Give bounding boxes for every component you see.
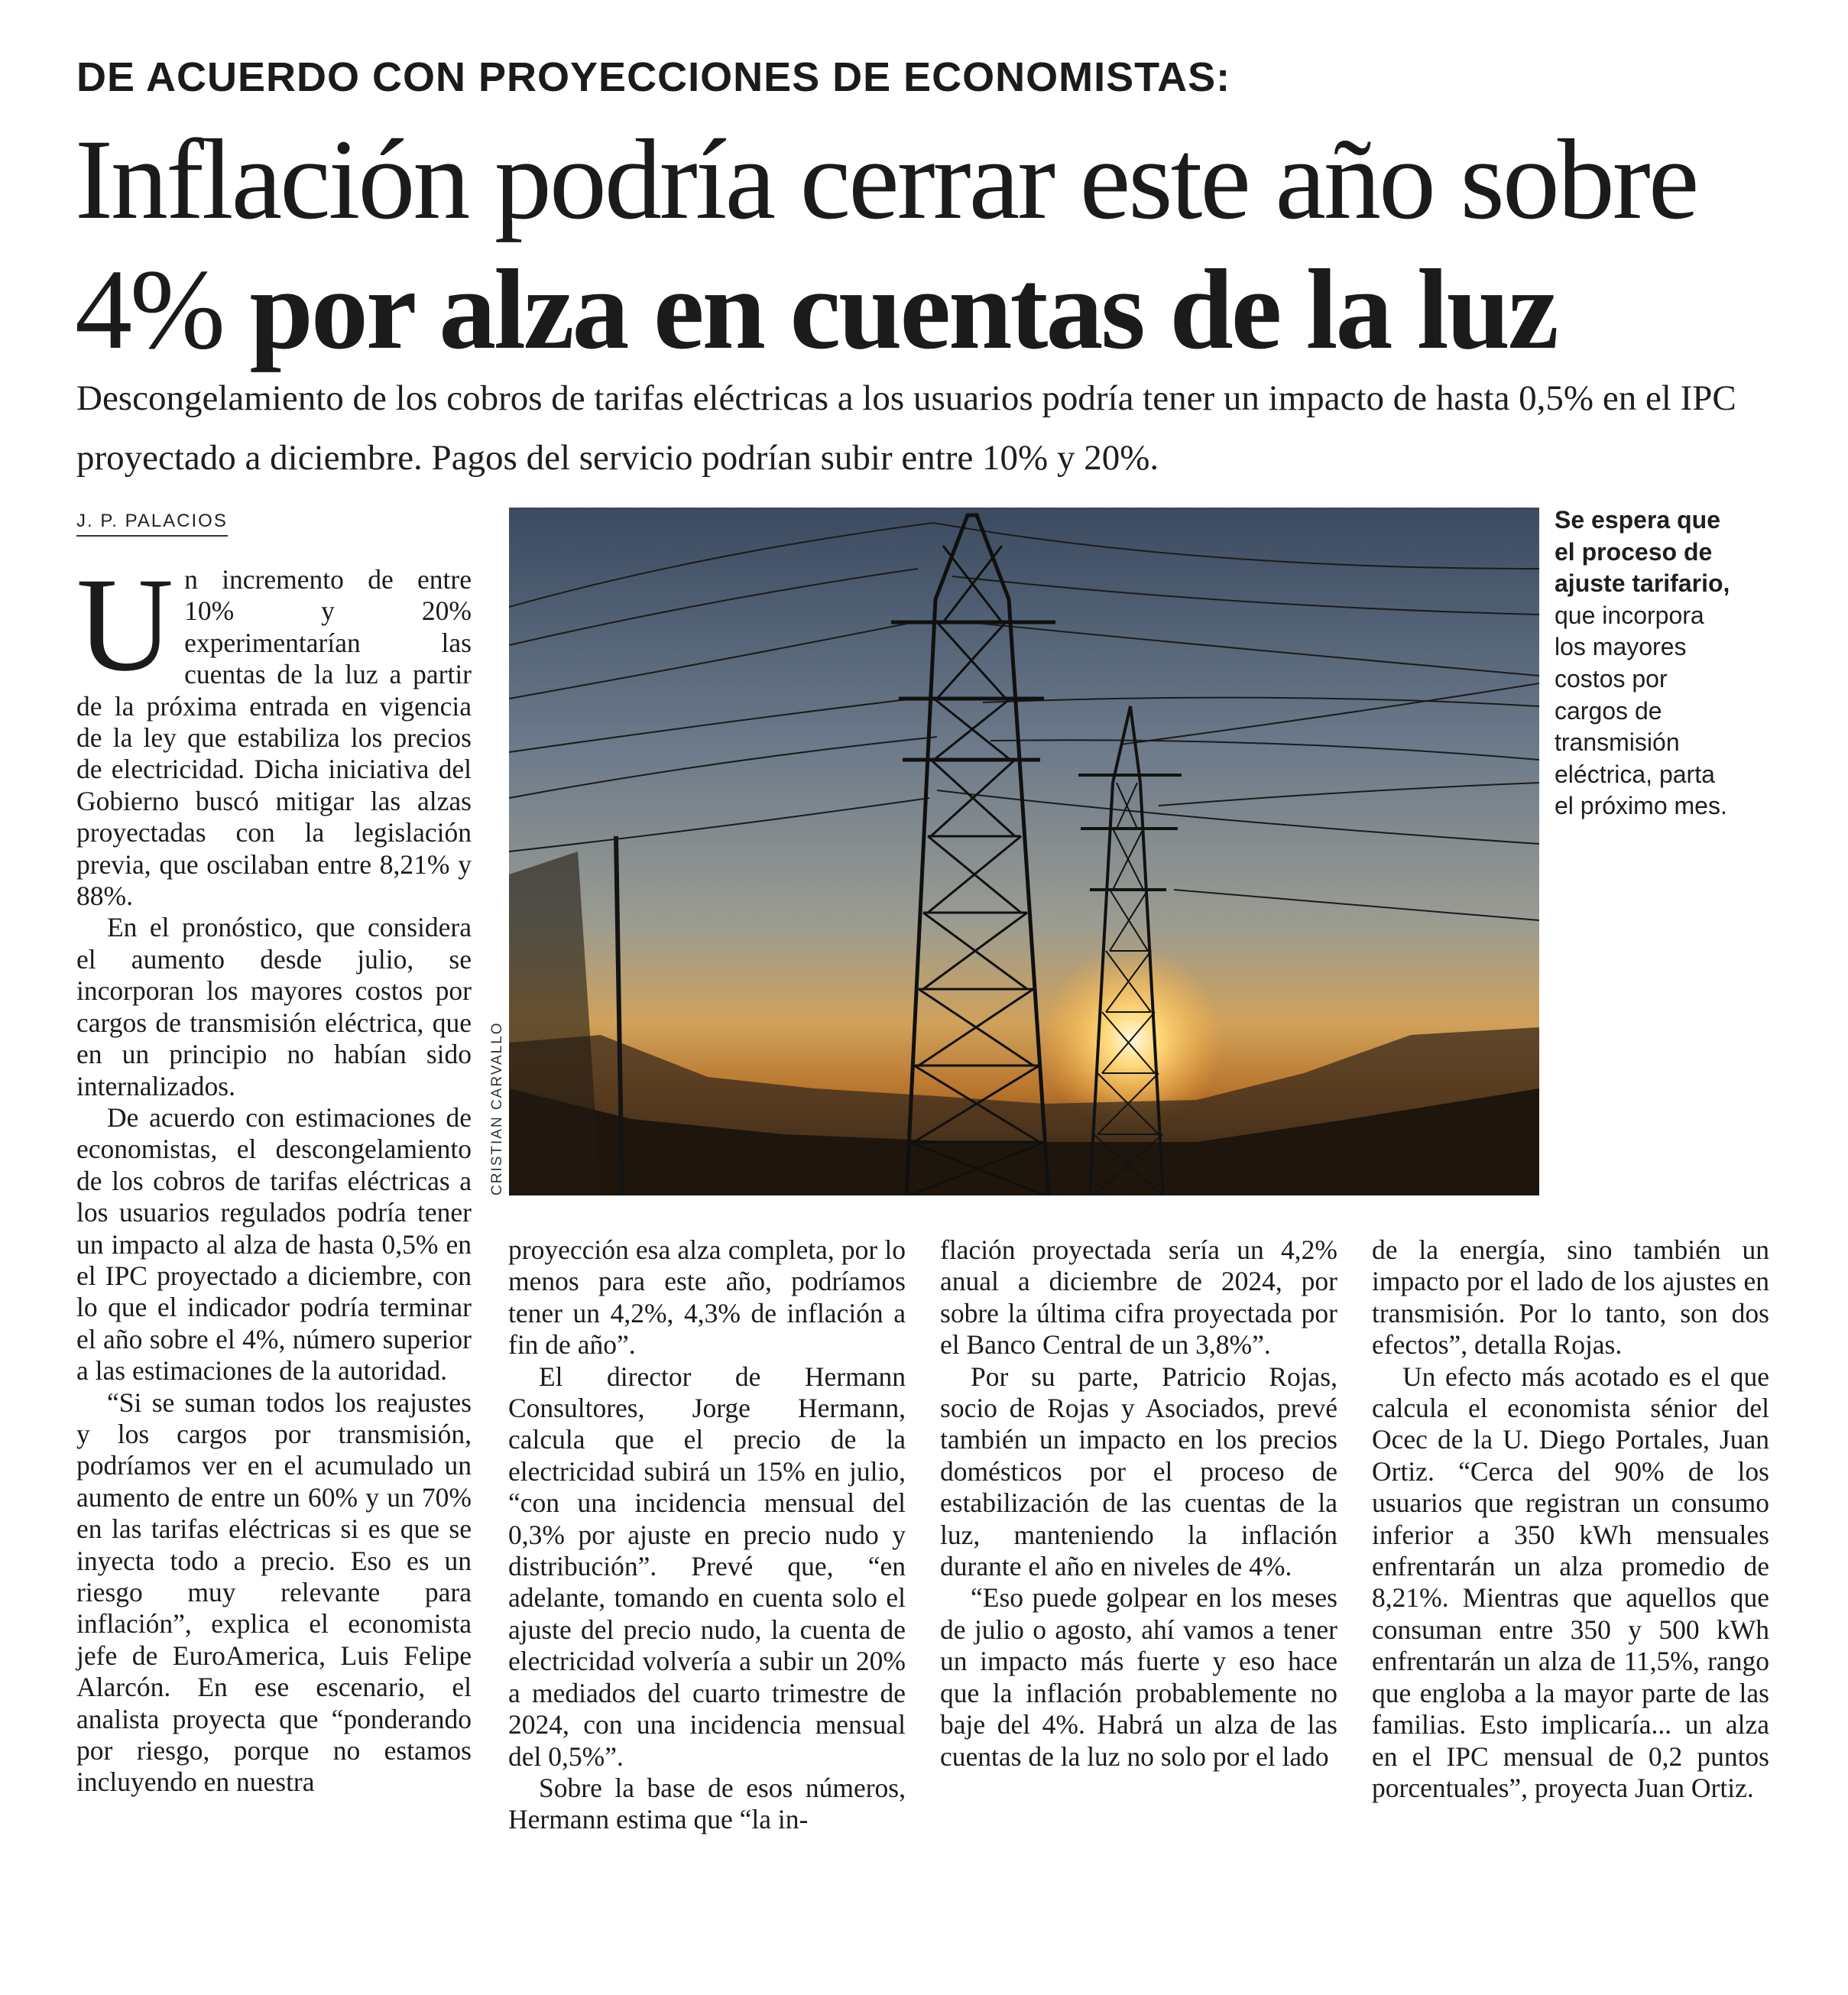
paragraph-1 (76, 550, 472, 912)
paragraph-4: “Si se suman todos los reajustes y los cargos por transmisión, podríamos ver en el acumulado un aumento de entre un 60% y un 70% en las tarifas eléctricas si es que se inyecta todo a precio. Eso es un riesgo muy relevante para inflación”, explica el economista jefe de EuroAmerica, Luis Felipe Alarcón. En ese escenario, el analista proyecta que “ponderando por riesgo, porque no estamos incluyendo en nuestra (76, 1387, 472, 1798)
column-2 (508, 1234, 906, 1836)
paragraph-4-continued: proyección esa alza completa, por lo menos para este año, podríamos tener un 4,2%, 4,3% de inflación a fin de año”. (508, 1234, 906, 1361)
headline-line-2-regular: 4% (75, 246, 250, 373)
headline-line-2-bold: por alza en cuentas de la luz (249, 246, 1557, 373)
paragraph-1-text: n incremento de entre 10% y 20% experimentarían las cuentas de la luz a partir de la próxima entrada en vigencia de la ley que estabiliza los precios de electricidad. Dicha iniciativa del Gobierno buscó mitigar las alzas proyectadas con la legislación previa, que oscilaban entre 8,21% y 88%. (76, 564, 472, 912)
byline: J. P. PALACIOS (76, 511, 228, 537)
paragraph-3: De acuerdo con estimaciones de economistas, el descongelamiento de los cobros de tarifas eléctricas a los usuarios regulados podría tener un impacto al alza de hasta 0,5% en el IPC proyectado a diciembre, con lo que el indicador podría terminar el año sobre el 4%, número superior a las estimaciones de la autoridad. (76, 1101, 472, 1387)
paragraph-6-continued: flación proyectada sería un 4,2% anual a diciembre de 2024, por sobre la última cifra proyectada por el Banco Central de un 3,8%”. (940, 1234, 1337, 1361)
paragraph-6: Sobre la base de esos números, Hermann estima que “la in- (508, 1772, 906, 1835)
kicker: DE ACUERDO CON PROYECCIONES DE ECONOMISTAS: (76, 54, 1231, 100)
paragraph-7: Por su parte, Patricio Rojas, socio de Rojas y Asociados, prevé también un impacto en los precios domésticos por el proceso de estabilización de las cuentas de la luz, manteniendo la inflación durante el año en niveles de 4%. (940, 1361, 1337, 1582)
photo-caption (1555, 504, 1738, 822)
paragraph-8: “Eso puede golpear en los meses de julio o agosto, ahí vamos a tener un impacto más fuerte y eso hace que la inflación probablemente no baje del 4%. Habrá un alza de las cuentas de la luz no solo por el lado (940, 1582, 1337, 1772)
column-3 (940, 1234, 1337, 1773)
paragraph-2: En el pronóstico, que considera el aumento desde julio, se incorporan los mayores costos por cargos de transmisión eléctrica, que en un principio no habían sido internalizados. (76, 912, 472, 1101)
caption-rest: que incorpora los mayores costos por cargos de transmisión eléctrica, parta el próximo mes. (1555, 601, 1727, 820)
photo-power-towers (509, 508, 1539, 1195)
caption-lead: Se espera que el proceso de ajuste tarifario, (1555, 506, 1730, 598)
deck: Descongelamiento de los cobros de tarifas eléctricas a los usuarios podría tener un impacto de hasta 0,5% en el IPC proyectado a diciembre. Pagos del servicio podrían subir entre 10% y 20%. (76, 378, 1736, 478)
headline (75, 115, 1817, 375)
paragraph-8-continued: de la energía, sino también un impacto por el lado de los ajustes en transmisión. Por lo tanto, son dos efectos”, detalla Rojas. (1372, 1234, 1769, 1361)
paragraph-9: Un efecto más acotado es el que calcula el economista sénior del Ocec de la U. Diego Portales, Juan Ortiz. “Cerca del 90% de los usuarios que registran un consumo inferior a 350 kWh mensuales enfrentarán un alza promedio de 8,21%. Mientras que aquellos que consuman entre 350 y 500 kWh enfrentarán un alza de 11,5%, rango que engloba a la mayor parte de las familias. Esto implicaría... un alza en el IPC mensual de 0,2 puntos porcentuales”, proyecta Juan Ortiz. (1372, 1361, 1769, 1803)
photo-credit: CRISTIAN CARVALLO (489, 1021, 505, 1195)
headline-line-1: Inflación podría cerrar este año sobre (75, 116, 1697, 243)
column-4 (1372, 1234, 1769, 1804)
column-1 (76, 550, 472, 1799)
paragraph-5: El director de Hermann Consultores, Jorge Hermann, calcula que el precio de la electricidad subirá un 15% en julio, “con una incidencia mensual del 0,3% por ajuste en precio nudo y distribución”. Prevé que, “en adelante, tomando en cuenta solo el ajuste del precio nudo, la cuenta de electricidad volvería a subir un 20% a mediados del cuarto trimestre de 2024, con una incidencia mensual del 0,5%”. (508, 1361, 906, 1772)
drop-cap: U (76, 550, 174, 699)
